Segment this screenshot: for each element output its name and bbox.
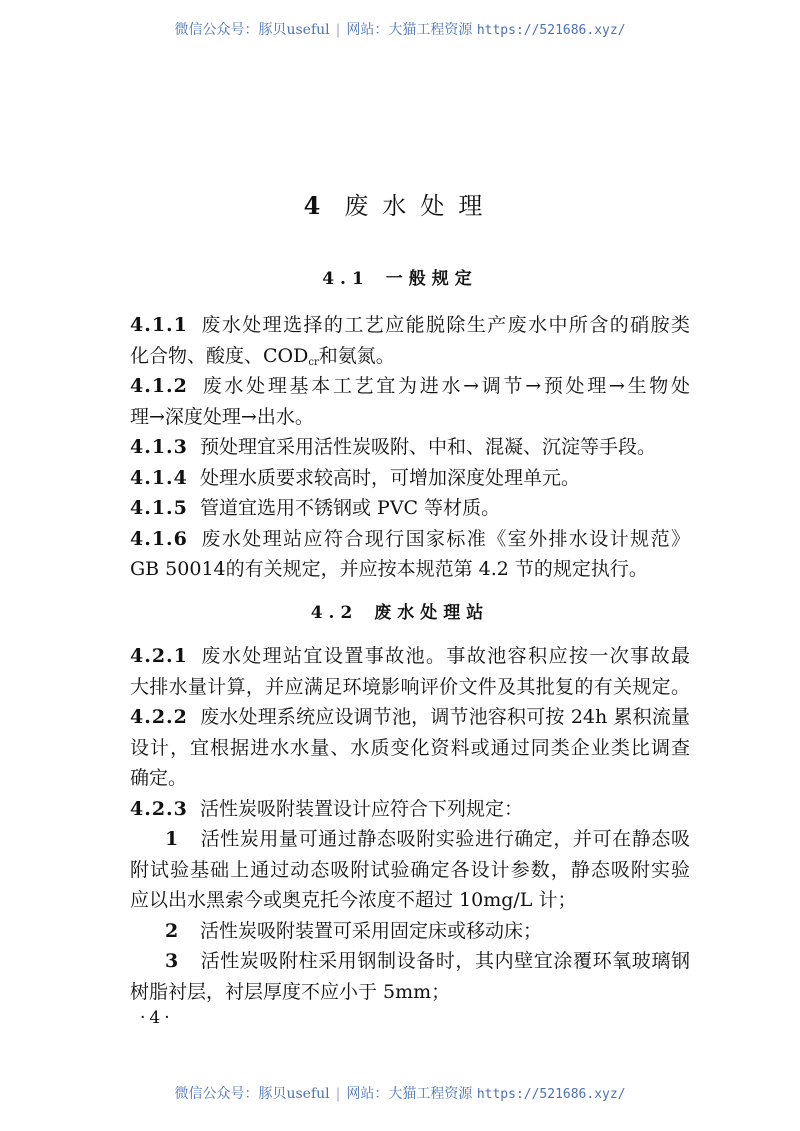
watermark-wechat: 微信公众号：豚贝useful	[174, 22, 330, 38]
clause-text: 设计，宜根据进水水量、水质变化资料或通过同类企业类比调查	[130, 736, 690, 759]
clause-4-1-5	[130, 493, 690, 524]
section-title: 一般规定	[385, 269, 478, 289]
clause-label: 4.1.5	[130, 497, 188, 519]
clause-text: 大排水量计算，并应满足环境影响评价文件及其批复的有关规定。	[130, 675, 690, 698]
section-4-2-body	[130, 641, 690, 1007]
clause-4-1-3	[130, 432, 690, 463]
clause-label: 4.2.2	[130, 706, 188, 728]
clause-text: 废水处理选择的工艺应能脱除生产废水中所含的硝胺类	[200, 314, 690, 336]
clause-4-1-2	[130, 371, 690, 402]
clause-label: 4.2.3	[130, 797, 188, 820]
clause-label: 4.1.1	[130, 314, 188, 336]
chapter-title-text: 废水处理	[344, 192, 497, 220]
chapter-number: 4	[303, 191, 335, 220]
clause-4-2-2	[130, 702, 690, 733]
watermark-url[interactable]: https://521686.xyz/	[476, 23, 626, 38]
clause-text: 废水处理站应符合现行国家标准《室外排水设计规范》	[200, 527, 690, 550]
item-text: 应以出水黑索今或奥克托今浓度不超过 10mg/L 计；	[130, 889, 577, 911]
clause-4-1-4	[130, 463, 690, 494]
item-text: 树脂衬层，衬层厚度不应小于 5mm；	[130, 980, 451, 1003]
item-1-cont2	[130, 885, 690, 916]
clause-text: 预处理宜采用活性炭吸附、中和、混凝、沉淀等手段。	[200, 436, 657, 458]
watermark-url[interactable]: https://521686.xyz/	[476, 1087, 626, 1102]
clause-text: GB 50014的有关规定，并应按本规范第 4.2 节的规定执行。	[130, 558, 648, 580]
watermark-site: 网站：大猫工程资源	[346, 22, 473, 38]
clause-text: 和氨氮。	[318, 344, 395, 367]
clause-label: 4.1.4	[130, 466, 188, 489]
page-number: ·4·	[140, 1008, 174, 1028]
clause-label: 4.1.6	[130, 527, 188, 550]
clause-text: 化合物、酸度、COD	[130, 344, 309, 367]
clause-text: 管道宜选用不锈钢或 PVC 等材质。	[200, 497, 501, 519]
clause-4-1-2-cont	[130, 402, 690, 433]
item-3	[130, 946, 690, 977]
clause-text: 处理水质要求较高时，可增加深度处理单元。	[200, 466, 581, 489]
item-3-cont	[130, 977, 690, 1008]
clause-4-1-1-cont	[130, 341, 690, 372]
clause-text: 废水处理系统应设调节池，调节池容积可按 24h 累积流量	[200, 706, 690, 728]
section-number: 4.2	[310, 603, 359, 623]
watermark-top	[0, 19, 800, 39]
clause-text: 活性炭吸附装置设计应符合下列规定：	[200, 797, 524, 820]
section-heading-4-1	[0, 264, 800, 289]
clause-4-2-1	[130, 641, 690, 672]
item-text: 附试验基础上通过动态吸附试验确定各设计参数，静态吸附实验	[130, 858, 690, 881]
item-text: 活性炭用量可通过静态吸附实验进行确定，并可在静态吸	[200, 828, 690, 850]
clause-label: 4.1.2	[130, 375, 188, 397]
clause-4-2-2-cont	[130, 733, 690, 764]
clause-4-2-3	[130, 794, 690, 825]
watermark-separator: |	[335, 22, 341, 38]
watermark-wechat: 微信公众号：豚贝useful	[174, 1086, 330, 1102]
item-2	[130, 916, 690, 947]
chapter-title	[0, 186, 800, 221]
watermark-site: 网站：大猫工程资源	[346, 1086, 473, 1102]
clause-text: 理→深度处理→出水。	[130, 405, 314, 428]
subscript: cr	[308, 356, 319, 368]
item-label: 1	[165, 828, 180, 850]
section-heading-4-2	[0, 598, 800, 623]
section-4-1-body	[130, 310, 690, 585]
clause-label: 4.1.3	[130, 436, 188, 458]
clause-4-1-6	[130, 524, 690, 555]
section-number: 4.1	[322, 269, 370, 289]
watermark-separator: |	[335, 1086, 341, 1102]
clause-4-2-2-cont2	[130, 763, 690, 794]
clause-text: 废水处理基本工艺宜为进水→调节→预处理→生物处	[200, 375, 690, 397]
section-title: 废水处理站	[374, 603, 490, 623]
clause-text: 废水处理站宜设置事故池。事故池容积应按一次事故最	[200, 645, 690, 667]
item-label: 2	[165, 919, 180, 942]
clause-4-2-1-cont	[130, 672, 690, 703]
watermark-bottom	[0, 1083, 800, 1103]
item-1-cont	[130, 855, 690, 886]
item-label: 3	[165, 950, 180, 972]
item-text: 活性炭吸附装置可采用固定床或移动床；	[200, 919, 543, 942]
clause-4-1-1	[130, 310, 690, 341]
item-1	[130, 824, 690, 855]
clause-4-1-6-cont	[130, 554, 690, 585]
item-text: 活性炭吸附柱采用钢制设备时，其内壁宜涂覆环氧玻璃钢	[200, 950, 690, 972]
clause-label: 4.2.1	[130, 645, 188, 667]
clause-text: 确定。	[130, 767, 188, 789]
